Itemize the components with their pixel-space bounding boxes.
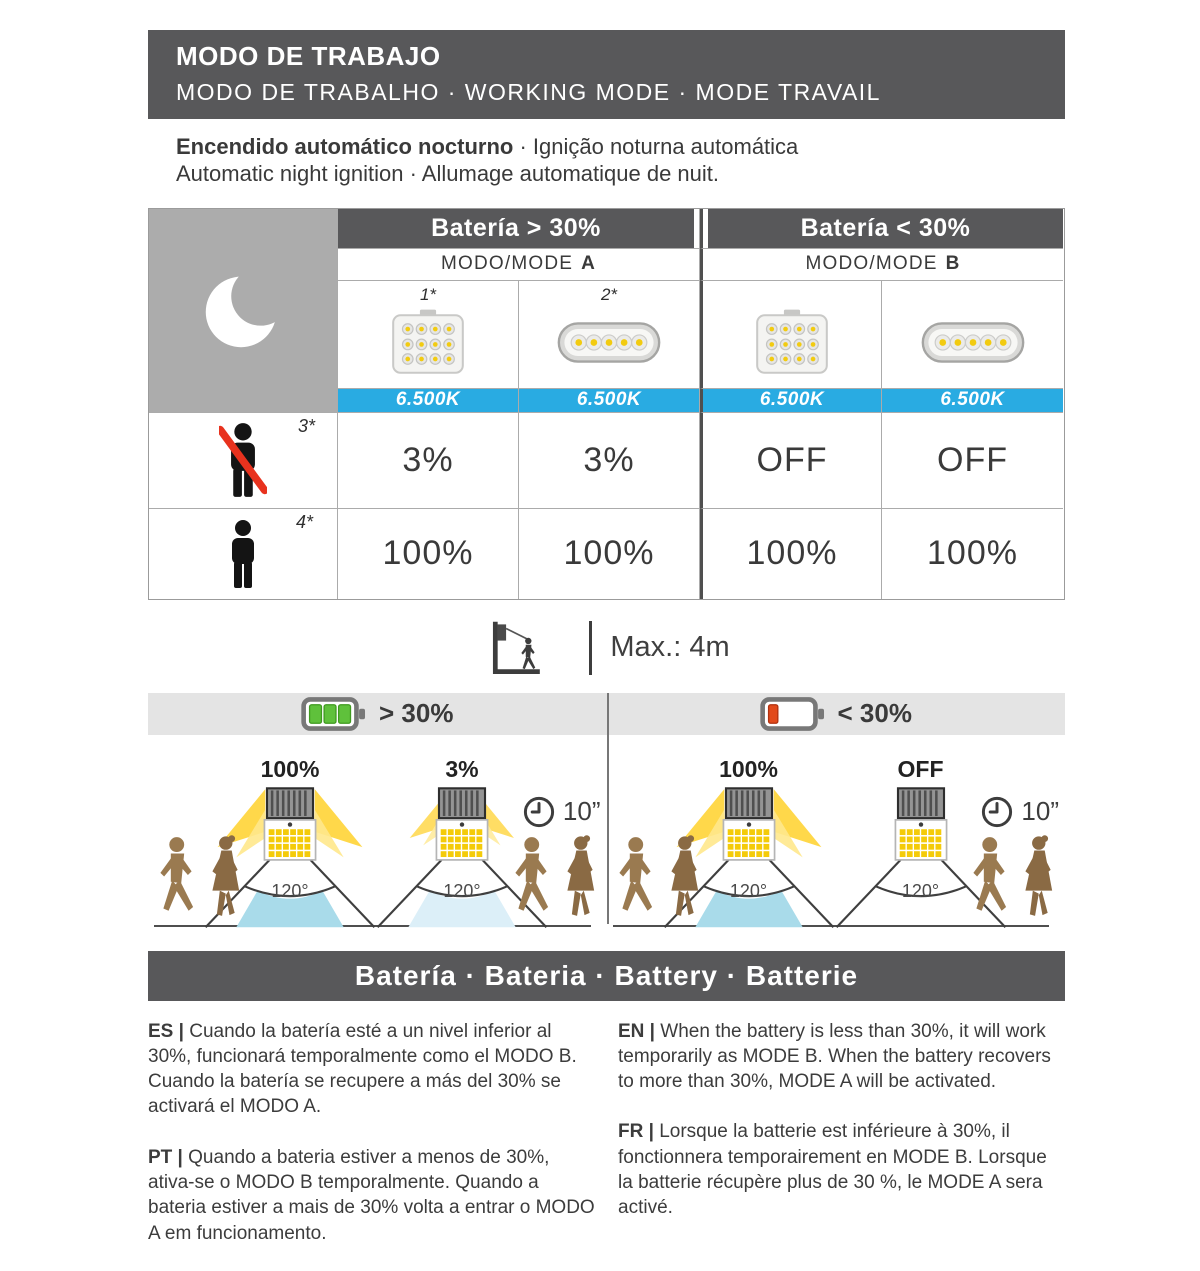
intro-line-2: Automatic night ignition · Allumage automatique de nuit. (176, 160, 719, 186)
header-band (148, 30, 1065, 119)
intro-text (148, 119, 1065, 188)
battery-behaviour (148, 693, 1065, 938)
panel-battery-low (607, 735, 1066, 938)
color-temp-3: 6.500K (700, 389, 882, 413)
lamp-cell-2 (519, 281, 700, 389)
manual-page (148, 30, 1065, 1271)
value-cell: OFF (700, 413, 882, 509)
no-person-icon (219, 422, 267, 498)
mode-b-letter: B (945, 253, 961, 275)
note-en (618, 1019, 1065, 1095)
battery-low-header-cell (700, 209, 1063, 249)
timer-label: 10” (1021, 796, 1059, 827)
detection-angle-label: 120° (443, 880, 481, 901)
battery-low-half (607, 693, 1066, 735)
square-lamp-icon (753, 308, 831, 376)
lamp-cell-1 (338, 281, 519, 389)
intro-line-1 (176, 134, 1065, 161)
walking-people-icon (609, 831, 713, 928)
mode-a-cell (338, 249, 700, 281)
battery-high-icon (301, 694, 367, 734)
row-ref-3: 3* (297, 416, 315, 437)
note-es-label: ES | (148, 1020, 184, 1042)
page-title: MODO DE TRABAJO (176, 41, 441, 71)
lamp-cell-3 (700, 281, 882, 389)
battery-high-half (148, 693, 607, 735)
panel-battery-high (148, 735, 607, 938)
motion-cell (149, 509, 338, 599)
walking-people-icon (150, 831, 254, 928)
walking-people-icon (963, 831, 1067, 928)
timer (980, 795, 1059, 829)
scene-power-label: 100% (260, 755, 320, 782)
person-icon (221, 518, 265, 590)
value-cell: 3% (338, 413, 519, 509)
pill-lamp-icon (556, 321, 662, 364)
lamp-ref-2: 2* (600, 284, 618, 304)
mode-a-letter: A (581, 253, 597, 275)
note-fr (618, 1119, 1065, 1220)
battery-high-badge: > 30% (379, 698, 454, 729)
color-temp-1: 6.500K (338, 389, 519, 413)
mode-a-label: MODO/MODE (440, 253, 574, 275)
walking-people-icon (505, 831, 609, 928)
divider-bar (589, 621, 592, 675)
max-distance-label: Max.: 4m (610, 631, 730, 664)
row-ref-4: 4* (295, 511, 313, 532)
night-cell (149, 209, 338, 413)
note-en-label: EN | (618, 1020, 655, 1042)
scene-power-label: 3% (445, 755, 479, 782)
value-cell: 3% (519, 413, 700, 509)
lamp-cell-4 (882, 281, 1063, 389)
scene-power-label: OFF (897, 755, 944, 782)
square-lamp-icon (389, 308, 467, 376)
note-pt (148, 1145, 600, 1246)
clock-icon (980, 795, 1014, 829)
mode-b-label: MODO/MODE (805, 253, 938, 275)
notes-col-left (148, 1019, 600, 1271)
sensor-range-row (148, 615, 1065, 681)
clock-icon (522, 795, 556, 829)
notes-col-right (618, 1019, 1065, 1271)
moon-icon (194, 261, 292, 359)
battery-low-icon (760, 694, 826, 734)
note-pt-label: PT | (148, 1146, 183, 1168)
detection-angle-label: 120° (901, 880, 940, 901)
detection-angle-label: 120° (271, 880, 309, 901)
intro-line-1-bold: Encendido automático nocturno (176, 134, 514, 159)
value-cell: 100% (338, 509, 519, 599)
note-es-text: Cuando la batería esté a un nivel inferior al 30%, funcionará temporalmente como el MODO B. Cuando la batería se recupere a más del 30% se activará el MODO A. (148, 1020, 577, 1118)
note-es (148, 1019, 600, 1120)
mode-b-cell (700, 249, 1063, 281)
scene-power-label: 100% (719, 755, 778, 782)
no-motion-cell (149, 413, 338, 509)
battery-low-badge: < 30% (837, 698, 912, 729)
battery-low-header: Batería < 30% (708, 209, 1063, 248)
note-en-text: When the battery is less than 30%, it will work temporarily as MODE B. When the battery recovers to more than 30%, MODE A will be activated. (618, 1020, 1051, 1093)
detection-angle-label: 120° (729, 880, 768, 901)
notes-section (148, 1019, 1065, 1271)
color-temp-4: 6.500K (882, 389, 1063, 413)
note-fr-label: FR | (618, 1121, 654, 1143)
working-mode-table (148, 208, 1065, 600)
battery-high-header-cell (338, 209, 700, 249)
value-cell: OFF (882, 413, 1063, 509)
timer-label: 10” (562, 796, 601, 827)
intro-line-1-rest: · Ignição noturna automática (513, 134, 799, 159)
note-fr-text: Lorsque la batterie est inférieure à 30%, il fonctionnera temporairement en MODE B. Lorsque la batterie récupère plus de 30 %, le MODE A sera activé. (618, 1121, 1047, 1219)
note-pt-text: Quando a bateria estiver a menos de 30%, ativa-se o MODO B temporalmente. Quando a bateria estiver a mais de 30% volta a entrar o MODO A em funcionamento. (148, 1146, 595, 1244)
value-cell: 100% (882, 509, 1063, 599)
timer (522, 795, 601, 829)
battery-title-band: Batería · Bateria · Battery · Batterie (148, 951, 1065, 1001)
battery-high-header: Batería > 30% (338, 209, 694, 248)
value-cell: 100% (700, 509, 882, 599)
pill-lamp-icon (920, 321, 1026, 364)
color-temp-2: 6.500K (519, 389, 700, 413)
lamp-ref-1: 1* (419, 284, 437, 304)
wall-light-motion-icon (483, 619, 571, 677)
page-subtitle: MODO DE TRABALHO · WORKING MODE · MODE TRAVAIL (176, 79, 881, 105)
value-cell: 100% (519, 509, 700, 599)
